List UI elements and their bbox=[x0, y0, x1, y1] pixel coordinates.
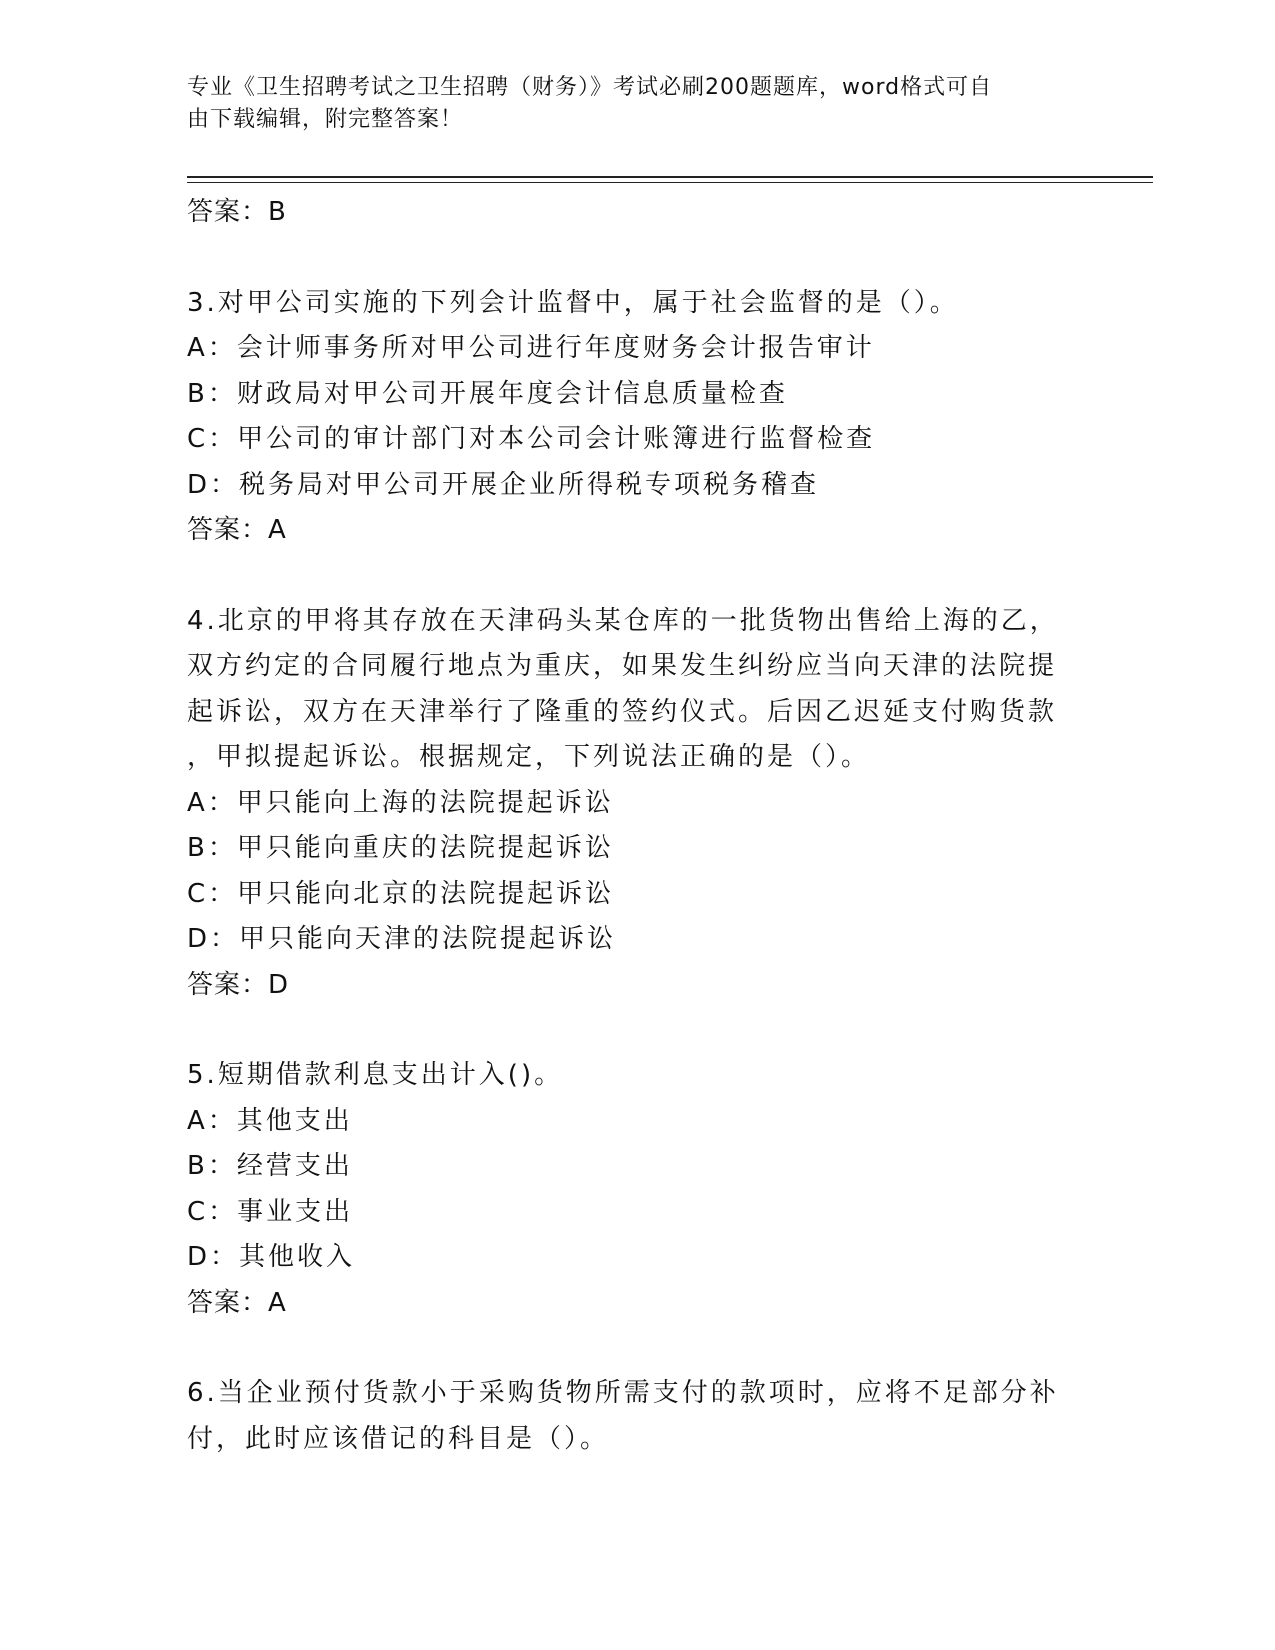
option-d: D：其他收入 bbox=[187, 1242, 356, 1272]
spacer bbox=[187, 1326, 1067, 1371]
spacer bbox=[187, 1008, 1067, 1053]
question-block bbox=[187, 1371, 1067, 1462]
header-line: 由下载编辑，附完整答案！ bbox=[187, 107, 464, 132]
question-list bbox=[187, 190, 1067, 1462]
question-text: 起诉讼，双方在天津举行了隆重的签约仪式。后因乙迟延支付购货款 bbox=[187, 696, 1058, 727]
answer-line: 答案：D bbox=[187, 969, 290, 1000]
question-block bbox=[187, 1053, 1067, 1326]
option-c: C：事业支出 bbox=[187, 1196, 354, 1227]
option-b: B：经营支出 bbox=[187, 1151, 353, 1181]
answer-line: 答案：B bbox=[187, 197, 287, 227]
option-c: C：甲公司的审计部门对本公司会计账簿进行监督检查 bbox=[187, 424, 876, 454]
question-text: ，甲拟提起诉讼。根据规定，下列说法正确的是（）。 bbox=[187, 742, 871, 772]
option-d: D：税务局对甲公司开展企业所得税专项税务稽查 bbox=[187, 469, 820, 500]
option-c: C：甲只能向北京的法院提起诉讼 bbox=[187, 878, 615, 909]
option-b: B：财政局对甲公司开展年度会计信息质量检查 bbox=[187, 378, 788, 409]
answer-line: 答案：A bbox=[187, 1287, 287, 1318]
question-text: 6.当企业预付货款小于采购货物所需支付的款项时，应将不足部分补 bbox=[187, 1378, 1059, 1408]
document-header bbox=[187, 72, 1067, 136]
spacer bbox=[187, 236, 1067, 281]
spacer bbox=[187, 554, 1067, 599]
option-a: A：甲只能向上海的法院提起诉讼 bbox=[187, 787, 614, 818]
question-text: 4.北京的甲将其存放在天津码头某仓库的一批货物出售给上海的乙， bbox=[187, 605, 1059, 636]
option-a: A：会计师事务所对甲公司进行年度财务会计报告审计 bbox=[187, 333, 875, 363]
option-a: A：其他支出 bbox=[187, 1105, 353, 1136]
header-rule-thin bbox=[187, 182, 1153, 183]
header-line: 专业《卫生招聘考试之卫生招聘（财务）》考试必刷200题题库，word格式可自 bbox=[187, 75, 993, 100]
question-block bbox=[187, 281, 1067, 554]
question-text: 付，此时应该借记的科目是（）。 bbox=[187, 1423, 610, 1454]
header-rule-thick bbox=[187, 176, 1153, 178]
option-d: D：甲只能向天津的法院提起诉讼 bbox=[187, 924, 617, 954]
question-text: 3.对甲公司实施的下列会计监督中，属于社会监督的是（）。 bbox=[187, 287, 959, 318]
question-text: 双方约定的合同履行地点为重庆，如果发生纠纷应当向天津的法院提 bbox=[187, 651, 1058, 681]
question-block bbox=[187, 599, 1067, 1009]
option-b: B：甲只能向重庆的法院提起诉讼 bbox=[187, 833, 614, 863]
question-text: 5.短期借款利息支出计入()。 bbox=[187, 1060, 564, 1090]
answer-line: 答案：A bbox=[187, 515, 287, 545]
